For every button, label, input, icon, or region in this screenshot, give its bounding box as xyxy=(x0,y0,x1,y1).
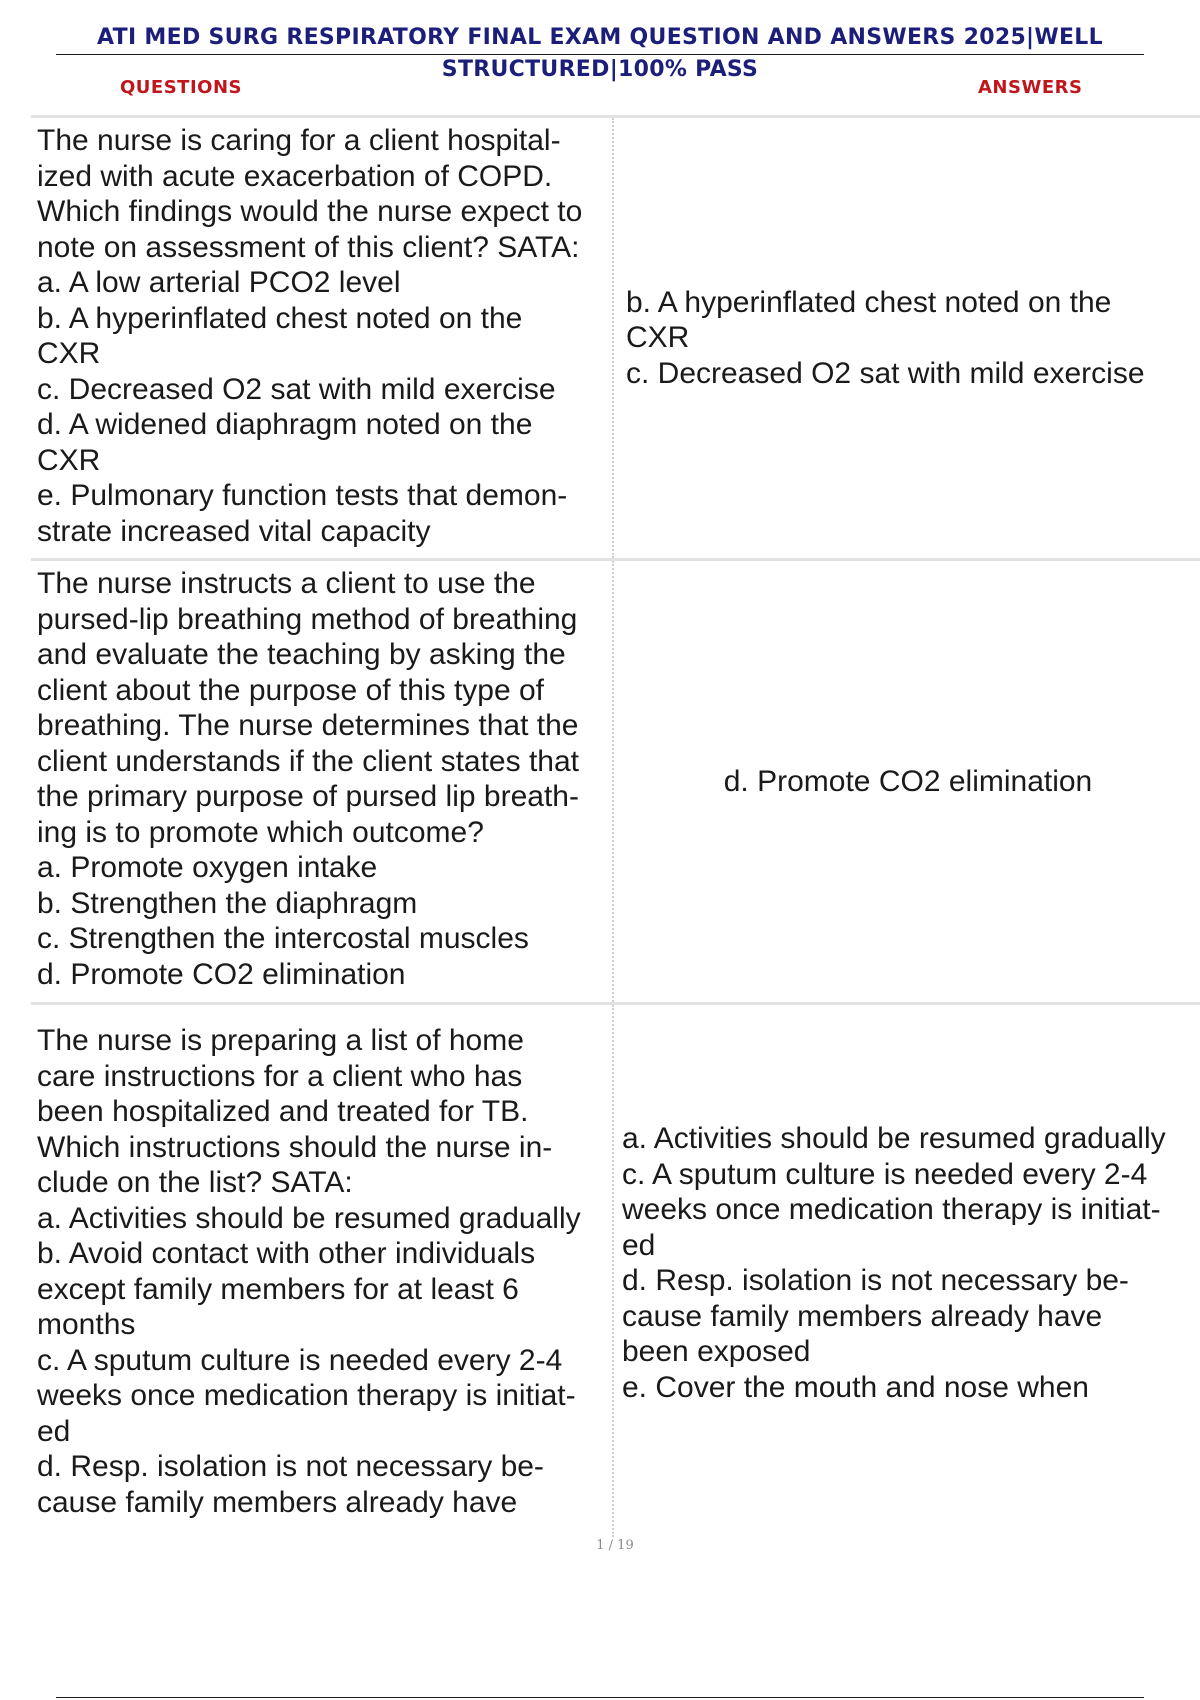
document-title xyxy=(56,22,1144,85)
table-row xyxy=(31,118,1200,561)
question-cell: The nurse is caring for a client hospital- ized with acute exacerbation of COPD. Which findings would the nurse expect to note on assessment of this client? SATA: a. A low arterial PCO2 level b. A hyperinflated chest noted on the CXR c. Decreased O2 sat with mild exercise d. A widened diaphragm noted on the CXR e. Pulmonary function tests that demon- strate increased vital capacity xyxy=(31,118,614,558)
questions-column-header: QUESTIONS xyxy=(120,77,242,98)
answers-column-header: ANSWERS xyxy=(978,77,1083,98)
answer-cell: b. A hyperinflated chest noted on the CXR c. Decreased O2 sat with mild exercise xyxy=(626,285,1145,390)
table-row xyxy=(31,561,1200,1005)
question-cell: The nurse instructs a client to use the pursed-lip breathing method of breathing and evaluate the teaching by asking the client about the purpose of this type of breathing. The nurse determines that the client understands if the client states that the primary purpose of pursed lip breath- ing is to promote which outcome? a. Promote oxygen intake b. Strengthen the diaphragm c. Strengthen the intercostal muscles d. Promote CO2 elimination xyxy=(31,561,614,1002)
qa-table xyxy=(31,115,1200,1537)
title-line-2: STRUCTURED|100% PASS xyxy=(441,57,759,82)
table-row xyxy=(31,1005,1200,1537)
answer-cell: a. Activities should be resumed gradually c. A sputum culture is needed every 2-4 weeks once medication therapy is initiat- ed d. Resp. isolation is not necessary be- cause family members already have been exposed e. Cover the mouth and nose when xyxy=(622,1122,1166,1404)
answer-cell: d. Promote CO2 elimination xyxy=(723,764,1093,798)
question-cell: The nurse is preparing a list of home care instructions for a client who has been hospitalized and treated for TB. Which instructions should the nurse in- clude on the list? SATA: a. Activities should be resumed gradually b. Avoid contact with other individuals except family members for at least 6 months c. A sputum culture is needed every 2-4 weeks once medication therapy is initiat- ed d. Resp. isolation is not necessary be- cause family members already have xyxy=(31,1005,614,1537)
title-line-1: ATI MED SURG RESPIRATORY FINAL EXAM QUESTION AND ANSWERS 2025|WELL xyxy=(56,22,1144,55)
footer-divider xyxy=(56,1697,1144,1698)
page-number: 1 / 19 xyxy=(596,1538,634,1553)
